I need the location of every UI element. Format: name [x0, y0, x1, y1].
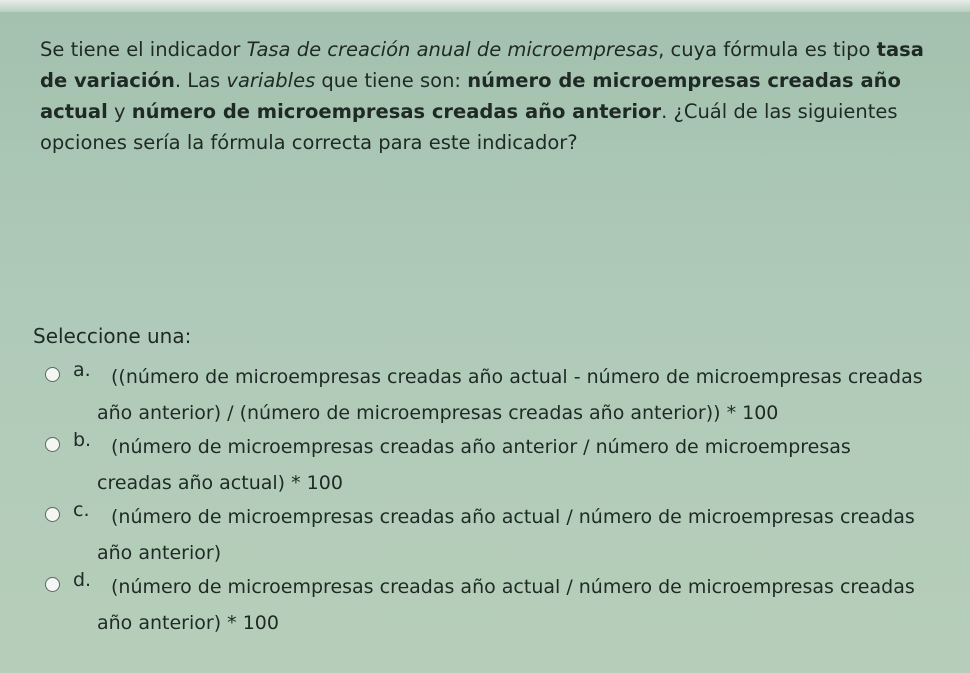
option-label-line1: (número de microempresas creadas año actual / número de microempresas creadas [111, 506, 915, 528]
answer-option-c[interactable] [45, 497, 945, 567]
option-label[interactable] [97, 569, 941, 641]
question-text-part: . Las [174, 69, 227, 92]
radio-button-c[interactable] [45, 507, 60, 522]
option-letter: b. [73, 429, 92, 451]
option-label[interactable] [97, 499, 941, 571]
option-label-line2: creadas año actual) * 100 [97, 472, 343, 494]
question-text-part: , cuya fórmula es tipo [658, 38, 877, 61]
variable-current-year: número de microempresas creadas año actual [40, 69, 901, 123]
option-letter: a. [73, 359, 91, 381]
option-label-line2: año anterior) * 100 [97, 612, 279, 634]
formula-type: tasa de variación [40, 38, 924, 92]
option-letter: c. [73, 499, 90, 521]
select-one-prompt: Seleccione una: [33, 324, 192, 348]
question-text-part: . ¿Cuál de las siguientes opciones sería la fórmula correcta para este indicador? [40, 100, 898, 154]
variables-word: variables [226, 69, 316, 92]
option-label[interactable] [97, 359, 941, 431]
option-label-line1: ((número de microempresas creadas año actual - número de microempresas creadas [111, 366, 923, 388]
option-label-line1: (número de microempresas creadas año anterior / número de microempresas [111, 436, 851, 458]
radio-button-a[interactable] [45, 367, 60, 382]
answer-option-b[interactable] [45, 427, 945, 497]
answer-option-a[interactable] [45, 357, 945, 427]
question-text-part: y [107, 100, 132, 123]
radio-button-d[interactable] [45, 577, 60, 592]
radio-button-b[interactable] [45, 437, 60, 452]
variable-previous-year: número de microempresas creadas año anterior [131, 100, 662, 123]
question-text-part: que tiene son: [315, 69, 468, 92]
window-top-edge [0, 0, 970, 12]
option-label-line2: año anterior) [97, 542, 222, 564]
option-label[interactable] [97, 429, 941, 501]
indicator-name: Tasa de creación anual de microempresas [246, 38, 659, 61]
answer-options [45, 357, 945, 637]
option-label-line2: año anterior) / (número de microempresas creadas año anterior)) * 100 [97, 402, 779, 424]
option-letter: d. [73, 569, 92, 591]
question-text [40, 34, 945, 158]
question-text-part: Se tiene el indicador [40, 38, 247, 61]
answer-option-d[interactable] [45, 567, 945, 637]
option-label-line1: (número de microempresas creadas año actual / número de microempresas creadas [111, 576, 915, 598]
